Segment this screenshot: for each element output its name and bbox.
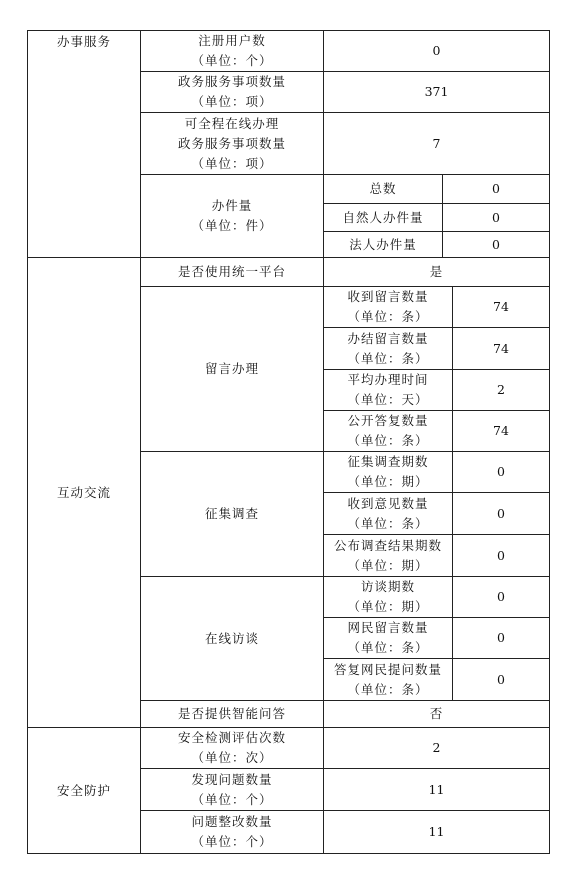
message-avg-value	[453, 370, 549, 410]
label-text: 在线访谈	[204, 630, 259, 646]
label-text: 问题整改数量	[191, 814, 273, 829]
unit-text: （单位：期）	[347, 599, 429, 614]
label-text: 网民留言数量	[347, 620, 429, 635]
platform-value	[324, 258, 549, 286]
service-items-value	[324, 72, 549, 112]
online-items-value	[324, 113, 549, 174]
volume-natural-label	[324, 204, 442, 231]
label-text: 发现问题数量	[191, 771, 273, 787]
value-text: 2	[497, 382, 505, 397]
value-text: 2	[432, 740, 441, 755]
volume-total-label	[324, 175, 442, 203]
label-text: 收到留言数量	[347, 289, 429, 304]
label-text: 注册用户数	[198, 33, 266, 48]
value-text: 0	[497, 547, 505, 563]
value-text: 0	[492, 209, 500, 225]
label-text: 自然人办件量	[342, 209, 424, 225]
section-label-text: 安全防护	[56, 782, 111, 798]
smart-qa-label	[141, 701, 323, 727]
label-text: 公布调查结果期数	[333, 537, 442, 553]
value-text: 0	[497, 505, 505, 521]
value-text: 11	[428, 824, 445, 839]
value-text: 否	[429, 706, 444, 721]
unit-text: （单位：个）	[191, 834, 273, 849]
label-text: 办结留言数量	[347, 330, 429, 346]
label-text: 征集调查期数	[347, 454, 429, 469]
online-items-label	[141, 113, 323, 174]
unit-text: （单位：个）	[191, 53, 273, 68]
unit-text: （单位：天）	[347, 392, 429, 407]
interview-netizen-label	[324, 618, 452, 658]
unit-text: （单位：条）	[347, 309, 429, 324]
interview-answer-label	[324, 659, 452, 700]
grid-line	[27, 853, 550, 854]
message-received-label	[324, 287, 452, 327]
label-text: 可全程在线办理	[184, 115, 280, 131]
unit-text: （单位：次）	[191, 750, 273, 765]
unit-text: （单位：个）	[191, 791, 273, 807]
issues-found-value	[324, 769, 549, 810]
unit-text: （单位：期）	[347, 557, 429, 573]
section-label-text: 办事服务	[56, 34, 111, 49]
survey-periods-label	[324, 452, 452, 492]
value-text: 0	[497, 589, 505, 604]
label-text: 是否使用统一平台	[177, 264, 286, 279]
value-text: 0	[497, 630, 505, 645]
platform-label	[141, 258, 323, 286]
issues-fixed-value	[324, 811, 549, 853]
grid-line	[549, 30, 550, 854]
value-text: 0	[497, 671, 505, 687]
value-text: 0	[492, 181, 500, 196]
label-text: 留言办理	[204, 361, 259, 376]
value-text: 74	[493, 299, 509, 314]
label-text: 法人办件量	[349, 236, 417, 252]
unit-text: （单位：条）	[347, 433, 429, 448]
label-text: 公开答复数量	[347, 413, 429, 428]
message-done-label	[324, 328, 452, 369]
value-text: 371	[424, 84, 449, 99]
interview-answer-value	[453, 659, 549, 700]
survey-periods-value	[453, 452, 549, 492]
message-received-value	[453, 287, 549, 327]
registered-users-label	[141, 31, 323, 71]
message-public-value	[453, 411, 549, 451]
label-text: 征集调查	[204, 506, 259, 521]
unit-text: （单位：条）	[347, 681, 429, 697]
service-items-label	[141, 72, 323, 112]
volume-label	[141, 175, 323, 257]
label-text: 办件量	[211, 198, 253, 213]
interview-periods-label	[324, 577, 452, 617]
issues-fixed-label	[141, 811, 323, 853]
interview-periods-value	[453, 577, 549, 617]
issues-found-label	[141, 769, 323, 810]
message-public-label	[324, 411, 452, 451]
value-text: 7	[432, 135, 441, 151]
survey-results-value	[453, 535, 549, 576]
section-label-security	[28, 728, 140, 853]
value-text: 0	[497, 464, 505, 479]
label-text: 政务服务事项数量	[177, 135, 286, 151]
message-label	[141, 287, 323, 451]
label-text: 平均办理时间	[347, 372, 429, 387]
registered-users-value	[324, 31, 549, 71]
label-text: 总数	[369, 181, 397, 196]
section-label-interaction	[28, 258, 140, 727]
volume-legal-value	[443, 232, 549, 257]
unit-text: （单位：条）	[347, 515, 429, 531]
label-text: 是否提供智能问答	[177, 706, 286, 721]
security-checks-value	[324, 728, 549, 768]
unit-text: （单位：件）	[191, 218, 273, 233]
survey-opinions-value	[453, 493, 549, 534]
value-text: 11	[428, 781, 445, 797]
section-label-text: 互动交流	[56, 484, 111, 500]
unit-text: （单位：条）	[347, 350, 429, 366]
survey-opinions-label	[324, 493, 452, 534]
value-text: 0	[432, 43, 441, 58]
value-text: 是	[429, 264, 444, 279]
interview-label	[141, 577, 323, 700]
unit-text: （单位：条）	[347, 640, 429, 655]
unit-text: （单位：期）	[347, 474, 429, 489]
message-avg-label	[324, 370, 452, 410]
label-text: 收到意见数量	[347, 495, 429, 511]
volume-natural-value	[443, 204, 549, 231]
value-text: 0	[492, 236, 500, 252]
label-text: 政务服务事项数量	[177, 74, 286, 89]
unit-text: （单位：项）	[191, 94, 273, 109]
value-text: 74	[493, 423, 509, 438]
message-done-value	[453, 328, 549, 369]
security-checks-label	[141, 728, 323, 768]
unit-text: （单位：项）	[191, 155, 273, 171]
interview-netizen-value	[453, 618, 549, 658]
survey-label	[141, 452, 323, 576]
smart-qa-value	[324, 701, 549, 727]
label-text: 答复网民提问数量	[333, 661, 442, 677]
volume-total-value	[443, 175, 549, 203]
section-label-service	[28, 31, 140, 62]
label-text: 安全检测评估次数	[177, 730, 286, 745]
value-text: 74	[493, 340, 509, 356]
survey-results-label	[324, 535, 452, 576]
volume-legal-label	[324, 232, 442, 257]
label-text: 访谈期数	[360, 579, 415, 594]
